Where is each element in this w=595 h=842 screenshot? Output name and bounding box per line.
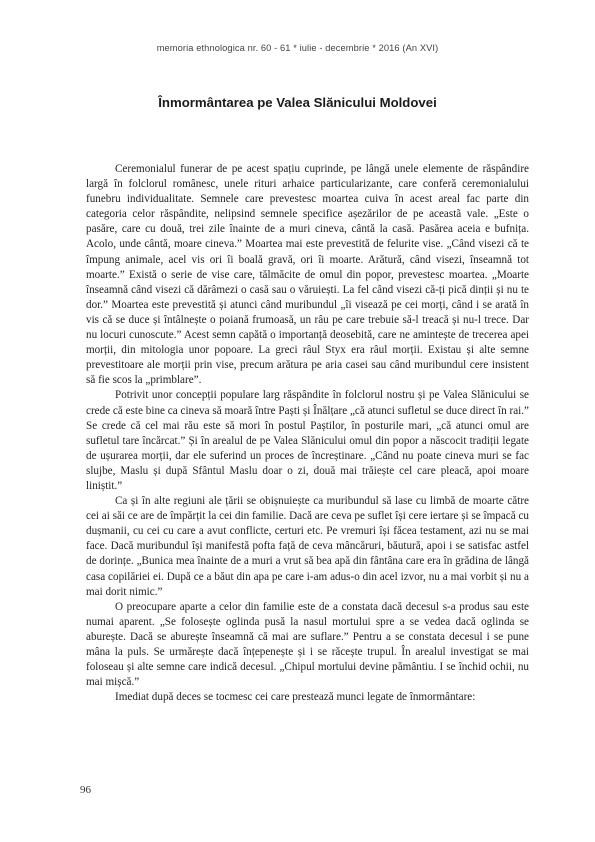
paragraph: Imediat după deces se tocmesc cei care prestează munci legate de înmormântare:: [115, 691, 476, 704]
paragraph: Ca și în alte regiuni ale țării se obișnuiește ca muribundul să lase cu limbă de moarte către cei ai săi ce are de împărțit la cei din familie. Dacă are ceva pe suflet își cere iertare și se împacă cu dușmanii, cu cei cu care a avut conflicte, certuri etc. Pe vremuri își făcea testament, azi nu se mai face. Dacă muribundul își manifestă pofta față de ceva mâncăruri, băutură, apoi i se satisfac astfel de dorințe. „Bunica mea înainte de a muri a vrut să bea apă din fântâna care era în grădina de lângă casa copilăriei ei. După ce a băut din apa pe care i-am adus-o din acel izvor, nu a mai vorbit și nu a mai dorit nimic.”: [86, 495, 529, 598]
paragraph: Ceremonialul funerar de pe acest spațiu cuprinde, pe lângă unele elemente de răspândire largă în folclorul românesc, unele rituri arhaice particularizante, care conferă ceremonialului funebru individualitate. Semnele care prevestesc moartea cuiva în acest areal fac parte din categoria celor răspândite, nelipsind semnele specifice așezărilor de pe aceastã vale. „Este o pasăre, care cu două, trei zile înainte de a muri cineva, cântă la casă. Pasărea aceia e bufnița. Acolo, unde cântă, moare cineva.” Moartea mai este prevestită de felurite vise. „Când visezi că te împung animale, acel vis ori îi boală gravă, ori îi moarte. Arătură, când visezi, înseamnă tot moarte.” Există o serie de vise care, tălmăcite de omul din popor, prevestesc moartea. „Moarte înseamnă când visezi că dărâmezi o casă sau o văruiești. La fel când visezi că-ți pică dinții și nu te dor.” Moartea este prevestită și atunci când muribundul „îi visează pe cei morți, când i se arată în vis că se duce și întâlnește o poiană frumoasă, un râu pe care trebuie să-l treacă și nu-l trece. Dar nu locuri cunoscute.” Acest semn capătă o importanță deosebită, care ne amintește de trecerea apei morții, din mitologia unor popoare. La greci râul Styx era râul morții. Existau și alte semne prevestitoare ale morții prin vise, precum arătura pe aria casei sau când muribundul cere insistent să fie scos la „primblare”.: [86, 163, 529, 387]
article-title: Înmormântarea pe Valea Slănicului Moldovei: [158, 95, 437, 110]
page-number: 96: [80, 784, 91, 796]
running-header: memoria ethnologica nr. 60 - 61 * iulie - decembrie * 2016 (An XVI): [156, 43, 439, 53]
article-body: [86, 162, 529, 705]
paragraph: O preocupare aparte a celor din familie este de a constata dacă decesul s-a produs sau este numai aparent. „Se folosește oglinda pusă la nasul mortului spre a se vedea dacă oglinda se aburește. Dacă se aburește înseamnă că mai are suflare.” Pentru a se constata decesul i se pune mâna la puls. Se urmărește dacă înțepenește și i se răcește trupul. În arealul investigat se mai foloseau și alte semne care indică decesul. „Chipul mortului devine pământiu. I se închid ochii, nu mai mișcă.”: [86, 600, 529, 689]
paragraph: Potrivit unor concepții populare larg răspândite în folclorul nostru și pe Valea Slănicului se crede că este bine ca cineva să moară între Paști și Înălțare „că atunci sufletul se duce direct în rai.” Se crede că cel mai rău este să mori în postul Paștilor, în posturile mari, „că atunci omul are sufletul tare încărcat.” Și în arealul de pe Valea Slănicului omul din popor a născocit tradiții legate de ușurarea morții, dar ele suferind un proces de încreștinare. „Când nu poate cineva muri se fac slujbe, Maslu și după Sfântul Maslu doar o zi, două mai trăiește cel care pleacă, apoi moare liniștit.”: [86, 389, 529, 492]
